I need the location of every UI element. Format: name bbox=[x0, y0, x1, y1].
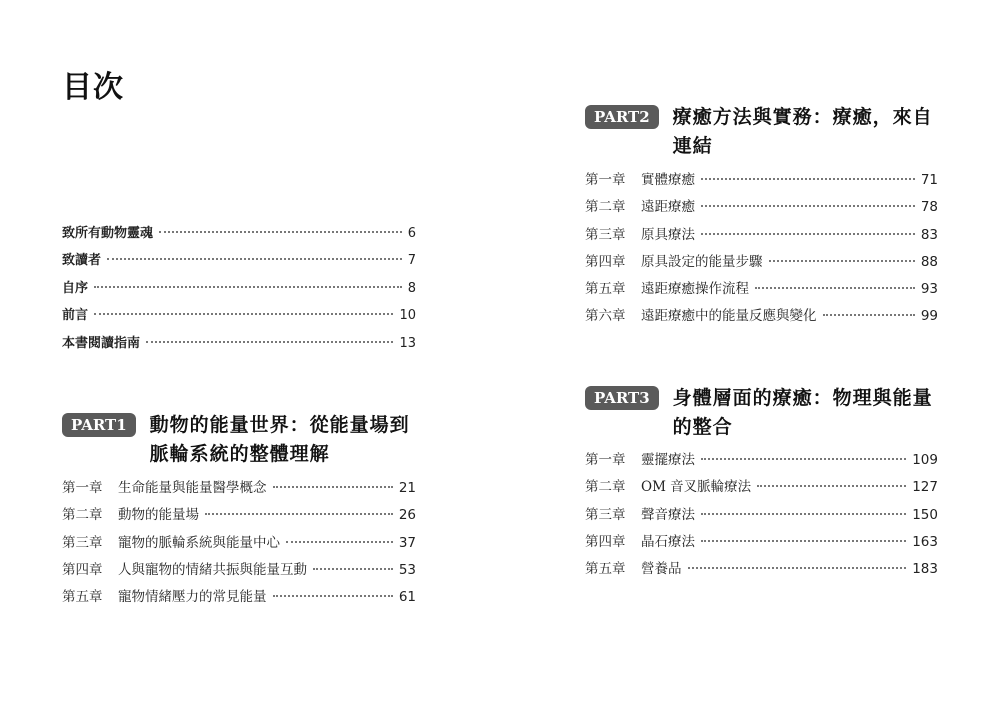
chapter-page: 109 bbox=[912, 452, 938, 468]
toc-entry-page: 8 bbox=[407, 280, 416, 296]
chapter-number: 第一章 bbox=[585, 172, 626, 188]
leader-dots bbox=[273, 595, 393, 597]
leader-dots bbox=[701, 233, 915, 235]
part2-heading bbox=[585, 103, 933, 161]
chapter-entry[interactable] bbox=[585, 503, 938, 530]
leader-dots bbox=[107, 258, 402, 260]
chapter-title: 人與寵物的情緒共振與能量互動 bbox=[118, 561, 307, 578]
chapter-entry[interactable] bbox=[62, 585, 416, 612]
chapter-title: 靈擺療法 bbox=[641, 452, 695, 468]
chapter-page: 127 bbox=[912, 479, 938, 496]
part-title bbox=[673, 103, 933, 161]
chapter-number: 第五章 bbox=[585, 281, 626, 298]
leader-dots bbox=[769, 260, 915, 262]
toc-entry-page: 6 bbox=[407, 226, 416, 241]
chapter-title: 聲音療法 bbox=[641, 506, 695, 523]
toc-entry[interactable] bbox=[62, 277, 416, 304]
part-badge: PART3 bbox=[585, 386, 659, 410]
chapter-title: 晶石療法 bbox=[641, 533, 695, 550]
chapter-page: 53 bbox=[398, 561, 416, 578]
chapter-entry[interactable] bbox=[585, 475, 938, 502]
leader-dots bbox=[701, 458, 906, 460]
chapter-title: 營養品 bbox=[641, 561, 682, 578]
chapter-number: 第二章 bbox=[62, 507, 103, 524]
part1-chapter-list bbox=[62, 476, 416, 612]
toc-entry[interactable] bbox=[62, 304, 416, 331]
chapter-title: 生命能量與能量醫學概念 bbox=[118, 480, 267, 496]
chapter-number: 第一章 bbox=[62, 480, 103, 496]
part3-heading bbox=[585, 384, 933, 442]
chapter-entry[interactable] bbox=[62, 558, 416, 585]
toc-entry-title: 致所有動物靈魂 bbox=[62, 226, 154, 241]
part-title-line: 動物的能量世界：從能量場到 bbox=[149, 414, 410, 436]
part2-chapter-list bbox=[585, 168, 938, 332]
chapter-title: 遠距療癒操作流程 bbox=[641, 281, 749, 298]
chapter-entry[interactable] bbox=[585, 530, 938, 557]
part-title-line: 連結 bbox=[672, 135, 713, 157]
leader-dots bbox=[286, 541, 393, 543]
leader-dots bbox=[94, 313, 393, 315]
chapter-page: 93 bbox=[920, 281, 938, 298]
chapter-entry[interactable] bbox=[585, 223, 938, 250]
part-title bbox=[150, 411, 410, 469]
chapter-page: 21 bbox=[398, 480, 416, 496]
chapter-number: 第四章 bbox=[62, 561, 103, 578]
part-title-line: 的整合 bbox=[672, 416, 733, 438]
leader-dots bbox=[146, 341, 393, 343]
leader-dots bbox=[757, 485, 906, 487]
leader-dots bbox=[313, 568, 393, 570]
leader-dots bbox=[159, 231, 402, 233]
chapter-page: 183 bbox=[912, 561, 938, 578]
chapter-entry[interactable] bbox=[62, 503, 416, 530]
chapter-page: 83 bbox=[920, 226, 938, 243]
toc-entry-page: 7 bbox=[407, 253, 416, 269]
chapter-number: 第三章 bbox=[62, 534, 103, 551]
part-title-line: 療癒方法與實務：療癒，來自 bbox=[672, 106, 933, 128]
part-badge: PART2 bbox=[585, 105, 659, 129]
leader-dots bbox=[94, 286, 402, 288]
chapter-page: 26 bbox=[398, 507, 416, 524]
chapter-page: 61 bbox=[398, 589, 416, 606]
chapter-number: 第三章 bbox=[585, 506, 626, 523]
chapter-entry[interactable] bbox=[62, 476, 416, 503]
part1-heading bbox=[62, 411, 410, 469]
leader-dots bbox=[273, 486, 393, 488]
leader-dots bbox=[823, 314, 915, 316]
leader-dots bbox=[755, 287, 915, 289]
leader-dots bbox=[701, 178, 915, 180]
chapter-title: 遠距療癒中的能量反應與變化 bbox=[641, 308, 817, 325]
toc-entry-title: 前言 bbox=[62, 308, 89, 324]
leader-dots bbox=[688, 567, 907, 569]
leader-dots bbox=[205, 513, 393, 515]
part-title-line: 身體層面的療癒：物理與能量 bbox=[672, 387, 933, 409]
toc-entry[interactable] bbox=[62, 222, 416, 249]
toc-entry-title: 致讀者 bbox=[62, 253, 102, 269]
chapter-page: 88 bbox=[920, 253, 938, 270]
chapter-page: 99 bbox=[920, 308, 938, 325]
part-title-line: 脈輪系統的整體理解 bbox=[149, 443, 330, 465]
leader-dots bbox=[701, 540, 906, 542]
leader-dots bbox=[701, 205, 915, 207]
toc-entry-title: 本書閱讀指南 bbox=[62, 335, 141, 351]
front-matter-list bbox=[62, 222, 416, 359]
toc-entry-title: 自序 bbox=[62, 280, 89, 296]
chapter-page: 71 bbox=[920, 172, 938, 188]
toc-entry-page: 13 bbox=[399, 335, 416, 351]
chapter-page: 150 bbox=[912, 506, 938, 523]
chapter-number: 第五章 bbox=[62, 589, 103, 606]
chapter-entry[interactable] bbox=[585, 304, 938, 331]
chapter-entry[interactable] bbox=[585, 250, 938, 277]
chapter-entry[interactable] bbox=[585, 277, 938, 304]
page-title: 目次 bbox=[62, 70, 124, 105]
chapter-entry[interactable] bbox=[585, 557, 938, 584]
chapter-title: OM 音叉脈輪療法 bbox=[641, 479, 752, 496]
chapter-entry[interactable] bbox=[585, 448, 938, 475]
chapter-title: 實體療癒 bbox=[641, 172, 695, 188]
toc-entry[interactable] bbox=[62, 249, 416, 276]
part-title bbox=[673, 384, 933, 442]
chapter-number: 第二章 bbox=[585, 199, 626, 216]
chapter-title: 遠距療癒 bbox=[641, 199, 695, 216]
chapter-page: 163 bbox=[912, 533, 938, 550]
chapter-number: 第六章 bbox=[585, 308, 626, 325]
toc-entry-page: 10 bbox=[399, 308, 416, 324]
toc-entry[interactable] bbox=[62, 332, 416, 359]
chapter-number: 第五章 bbox=[585, 561, 626, 578]
chapter-page: 78 bbox=[920, 199, 938, 216]
chapter-title: 原具設定的能量步驟 bbox=[641, 253, 763, 270]
chapter-entry[interactable] bbox=[585, 195, 938, 222]
chapter-title: 原具療法 bbox=[641, 226, 695, 243]
chapter-number: 第四章 bbox=[585, 253, 626, 270]
chapter-entry[interactable] bbox=[585, 168, 938, 195]
chapter-number: 第二章 bbox=[585, 479, 626, 496]
chapter-title: 寵物的脈輪系統與能量中心 bbox=[118, 534, 280, 551]
chapter-entry[interactable] bbox=[62, 531, 416, 558]
part-badge: PART1 bbox=[62, 413, 136, 437]
chapter-page: 37 bbox=[398, 534, 416, 551]
leader-dots bbox=[701, 513, 906, 515]
chapter-title: 寵物情緒壓力的常見能量 bbox=[118, 589, 267, 606]
chapter-number: 第四章 bbox=[585, 533, 626, 550]
chapter-title: 動物的能量場 bbox=[118, 507, 199, 524]
chapter-number: 第一章 bbox=[585, 452, 626, 468]
part3-chapter-list bbox=[585, 448, 938, 584]
chapter-number: 第三章 bbox=[585, 226, 626, 243]
